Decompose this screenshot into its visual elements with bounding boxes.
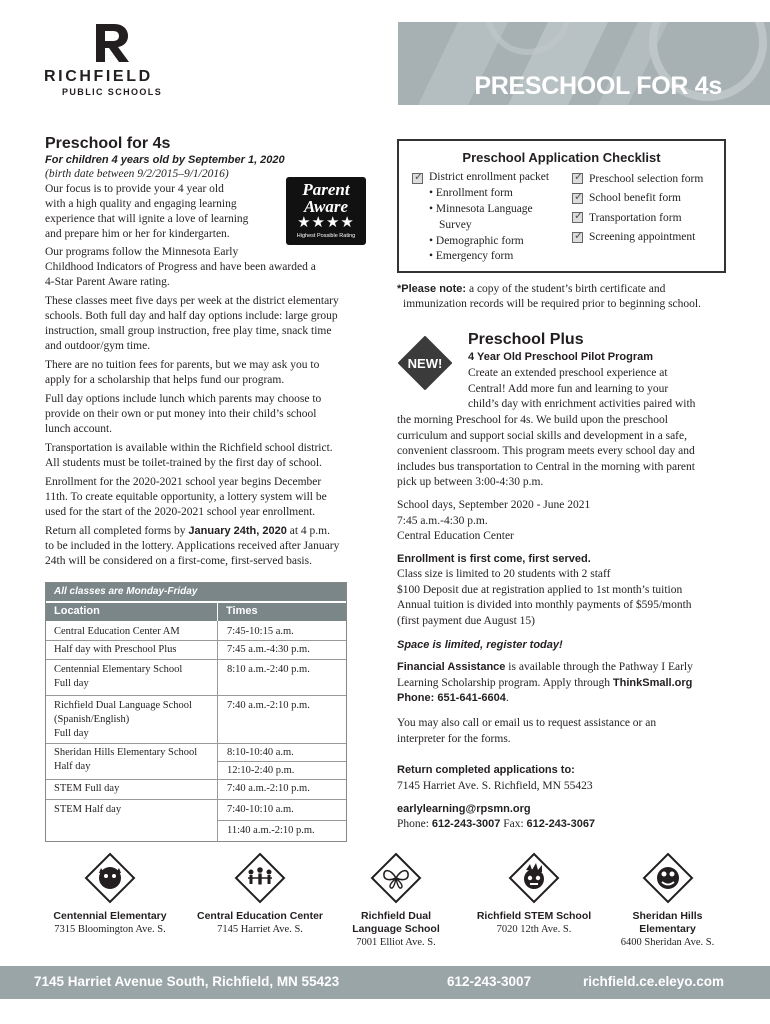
- contact-phone-fax: Phone: 612-243-3007 Fax: 612-243-3067: [397, 818, 596, 830]
- preschool-plus-heading: Preschool Plus: [468, 331, 584, 348]
- checklist-item: Preschool selection form: [589, 173, 704, 185]
- table-cell-time: 12:10-2:40 p.m.: [227, 765, 295, 776]
- checklist-title: Preschool Application Checklist: [462, 150, 661, 165]
- contact-fax: 612-243-3067: [526, 818, 596, 830]
- thinksmall-link: ThinkSmall.org: [612, 676, 693, 689]
- checkbox-checked-icon: [412, 173, 423, 184]
- checklist-item: Screening appointment: [589, 231, 696, 243]
- financial-assistance: Financial Assistance is available through the Pathway I Early Learning Scholarship program. Apply through ThinkSmall.org Phone: 651-641-6604.: [397, 661, 693, 704]
- title-banner: [398, 22, 770, 105]
- table-cell-time: 7:40 a.m.-2:10 p.m.: [227, 700, 310, 711]
- school-dual-language: Richfield Dual Language School 7001 Elliot Ave. S.: [336, 852, 456, 949]
- footer-bar: [0, 966, 770, 999]
- contact-phone: 612-243-3007: [431, 818, 501, 830]
- table-row: Centennial Elementary School Full day: [54, 664, 183, 689]
- col-header-location: Location: [46, 603, 217, 621]
- deadline-date: January 24th, 2020: [188, 525, 287, 537]
- table-row: Richfield Dual Language School (Spanish/English) Full day: [54, 700, 192, 739]
- col-header-times: Times: [218, 603, 346, 621]
- table-cell-time: 8:10-10:40 a.m.: [227, 747, 294, 758]
- application-checklist: [397, 139, 726, 273]
- table-cell-time: 7:45-10:15 a.m.: [227, 626, 294, 637]
- checklist-subitem: • Minnesota Language: [429, 203, 533, 215]
- new-badge-label: NEW!: [407, 356, 443, 371]
- return-heading: Return completed applications to:: [397, 764, 575, 776]
- checklist-item: School benefit form: [589, 192, 681, 204]
- richfield-logo-icon: [94, 22, 130, 64]
- classes-paragraph: These classes meet five days per week at the district elementary schools. Both full day and half day options include: large group instruction, small group instruction, free play time, snack time and outdoor/gym time.: [45, 295, 339, 352]
- checkbox-checked-icon: [572, 212, 583, 223]
- butterfly-icon: [370, 852, 422, 904]
- globe-icon: [642, 852, 694, 904]
- table-row: STEM Half day: [54, 804, 122, 815]
- enrollment-details: Class size is limited to 20 students with 2 staff $100 Deposit due at registration applied to 1st month’s tuition Annual tuition is divided into monthly payments of $595/month (first payment due August 15): [397, 568, 692, 627]
- checkbox-checked-icon: [572, 173, 583, 184]
- org-name: RICHFIELD: [44, 68, 153, 85]
- table-cell-time: 8:10 a.m.-2:40 p.m.: [227, 664, 310, 675]
- checklist-subitem: • Demographic form: [429, 235, 524, 247]
- table-row: Half day with Preschool Plus: [54, 644, 177, 655]
- school-central-education: Central Education Center 7145 Harriet Ave. S.: [190, 852, 330, 936]
- checklist-subitem: Survey: [439, 219, 472, 231]
- return-address: 7145 Harriet Ave. S. Richfield, MN 55423: [397, 780, 593, 792]
- parent-aware-word2: Aware: [303, 197, 349, 216]
- mascot-icon: [508, 852, 560, 904]
- table-cell-time: 7:40 a.m.-2:10 p.m.: [227, 783, 310, 794]
- checklist-item: Transportation form: [589, 212, 682, 224]
- plus-schedule: School days, September 2020 - June 2021 7:45 a.m.-4:30 p.m. Central Education Center: [397, 499, 591, 542]
- eligibility-text: For children 4 years old by September 1, 2020: [45, 154, 285, 166]
- assistance-phone: Phone: 651-641-6604: [397, 692, 506, 704]
- lunch-paragraph: Full day options include lunch which parents may choose to provide on their own or put money into their child’s school lunch account.: [45, 393, 322, 435]
- parent-aware-word1: Parent: [302, 180, 350, 199]
- contact-email[interactable]: earlylearning@rpsmn.org: [397, 803, 531, 815]
- footer-phone: 612-243-3007: [447, 974, 532, 989]
- programs-paragraph: Our programs follow the Minnesota Early Childhood Indicators of Progress and have been awarded a 4-Star Parent Aware rating.: [45, 246, 316, 288]
- school-sheridan-hills: Sheridan Hills Elementary 6400 Sheridan Ave. S.: [605, 852, 730, 949]
- checklist-subitem: • Emergency form: [429, 250, 514, 262]
- checklist-subitem: • Enrollment form: [429, 187, 513, 199]
- birth-date-range: (birth date between 9/2/2015–9/1/2016): [45, 168, 229, 180]
- tuition-paragraph: There are no tuition fees for parents, but we may ask you to apply for a scholarship that helps fund our program.: [45, 359, 320, 386]
- checkbox-checked-icon: [572, 232, 583, 243]
- table-cell-time: 7:40-10:10 a.m.: [227, 804, 294, 815]
- school-stem: Richfield STEM School 7020 12th Ave. S.: [468, 852, 600, 936]
- checklist-item: District enrollment packet: [429, 171, 550, 183]
- plus-intro-short: Create an extended preschool experience at Central! Add more fun and learning to your child’s day with enrichment activities paired with: [468, 367, 696, 410]
- enrollment-heading: Enrollment is first come, first served.: [397, 553, 591, 565]
- class-schedule-table: [45, 582, 347, 842]
- birth-certificate-note: *Please note: a copy of the student’s birth certificate and immunization records will be required prior to beginning school.: [397, 283, 701, 310]
- table-row: STEM Full day: [54, 783, 120, 794]
- school-centennial: Centennial Elementary 7315 Bloomington Ave. S.: [40, 852, 180, 936]
- return-paragraph: Return all completed forms by January 24th, 2020 at 4 p.m. to be included in the lottery. Applications received after January 24th will be considered on a first-come, first-served basis.: [45, 525, 340, 567]
- intro-paragraph: Our focus is to provide your 4 year old with a high quality and engaging learning experience that will ignite a love of learning and prepare him or her for kindergarten.: [45, 183, 249, 240]
- checkbox-checked-icon: [572, 193, 583, 204]
- parent-aware-tagline: Highest Possible Rating: [296, 233, 356, 239]
- space-limited-note: Space is limited, register today!: [397, 639, 563, 651]
- section-heading: Preschool for 4s: [45, 135, 171, 152]
- interpreter-note: You may also call or email us to request assistance or an interpreter for the forms.: [397, 717, 657, 745]
- cougar-icon: [84, 852, 136, 904]
- table-row: Central Education Center AM: [54, 626, 180, 637]
- table-cell-time: 7:45 a.m.-4:30 p.m.: [227, 644, 310, 655]
- table-row: Sheridan Hills Elementary School Half day: [54, 747, 198, 772]
- org-sub: PUBLIC SCHOOLS: [62, 87, 163, 97]
- table-banner: All classes are Monday-Friday: [46, 583, 346, 601]
- parent-aware-badge: [286, 177, 366, 245]
- preschool-plus-subheading: 4 Year Old Preschool Pilot Program: [468, 351, 654, 363]
- page-title: PRESCHOOL FOR 4s: [474, 72, 722, 100]
- footer-website[interactable]: richfield.ce.eleyo.com: [583, 974, 725, 989]
- enrollment-paragraph: Enrollment for the 2020-2021 school year begins December 11th. To create equitable opportunity, a lottery system will be used for the start of the 2020-2021 school year enrollment.: [45, 476, 327, 518]
- footer-address: 7145 Harriet Avenue South, Richfield, MN 55423: [34, 974, 340, 989]
- table-cell-time: 11:40 a.m.-2:10 p.m.: [227, 825, 315, 836]
- star-rating-icon: ★★★★: [297, 215, 355, 231]
- transport-paragraph: Transportation is available within the Richfield school district. All students must be toilet-trained by the first day of school.: [45, 442, 333, 469]
- people-icon: [234, 852, 286, 904]
- plus-intro-full: the morning Preschool for 4s. We build upon the preschool curriculum and support social skills and development in a safe, convenient classroom. This program meets every school day and includes bus transportation to Central in the morning with parent pick up between 3:00-4:30 p.m.: [397, 414, 695, 488]
